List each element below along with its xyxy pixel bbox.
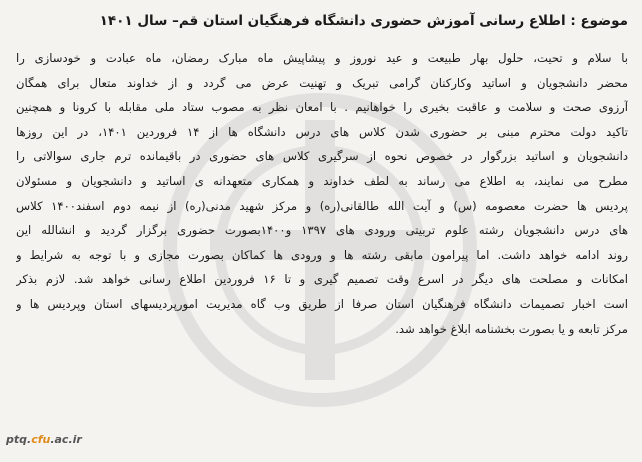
body-line: مرکز تابعه و یا بصورت بخشنامه ابلاغ خواهد شد.	[395, 321, 628, 336]
body-line: امکانات و مصلحت های دیگر در اسرع وقت تصمیم گیری و تا ۱۶ فروردین اطلاع رسانی خواهد شد. لازم بذکر	[16, 272, 628, 287]
document-body	[16, 46, 628, 341]
body-line: روند ادامه خواهد داشت. اما پیرامون مابقی رشته ها و ورودی ها کماکان بصورت مجازی و با توجه به شرایط و	[16, 247, 628, 262]
logo-text-highlight: cfu	[31, 433, 51, 446]
body-line: دانشجویان و اساتید بزرگوار در خصوص نحوه از سرگیری کلاس های حضوری در باقیمانده ترم جاری سوالاتی را	[16, 149, 628, 164]
body-line: آرزوی صحت و سلامت و عاقبت بخیری را خواهانیم . با امعان نظر به مصوب ستاد ملی مقابله با کرونا و همچنین	[16, 100, 628, 115]
logo-text-prefix: ptq.	[6, 433, 32, 446]
site-logo	[6, 433, 82, 446]
body-line: پردیس ها حضرت معصومه (س) و آیت الله طالقانی(ره) و مرکز شهید مدنی(ره) از نیمه دوم اسفند۱۴۰۰ کلاس	[16, 198, 628, 213]
document-title: موضوع : اطلاع رسانی آموزش حضوری دانشگاه فرهنگیان استان قم– سال ۱۴۰۱	[99, 13, 628, 29]
body-line: است اخبار تصمیمات دانشگاه فرهنگیان استان صرفا از طریق وب گاه مدیریت امورپردیسهای استان وپردیس ها و	[16, 296, 628, 311]
body-line: تاکید دولت محترم مبنی بر حضوری شدن کلاس های درس دانشگاه ها از ۱۴ فروردین ۱۴۰۱، در این روزها	[16, 124, 628, 139]
body-line: با سلام و تحیت، حلول بهار طبیعت و عید نوروز و پیشاپیش ماه مبارک رمضان، ماه عبادت و خودسازی را	[16, 51, 628, 65]
body-line: های درس دانشجویان رشته علوم تربیتی ورودی های ۱۳۹۷ و۱۴۰۰بصورت حضوری برگزار گردید و انشالله این	[16, 223, 628, 238]
logo-text-suffix: .ac.ir	[50, 433, 82, 446]
body-line: مطرح می نمایند، به اطلاع می رساند به لطف خداوند و همکاری متعهدانه ی اساتید و دانشجویان و مسئولان	[16, 173, 628, 188]
body-line: محضر دانشجویان و اساتید وکارکنان گرامی تبریک و تهنیت عرض می گردد و از خداوند متعال برای همگان	[16, 75, 628, 90]
